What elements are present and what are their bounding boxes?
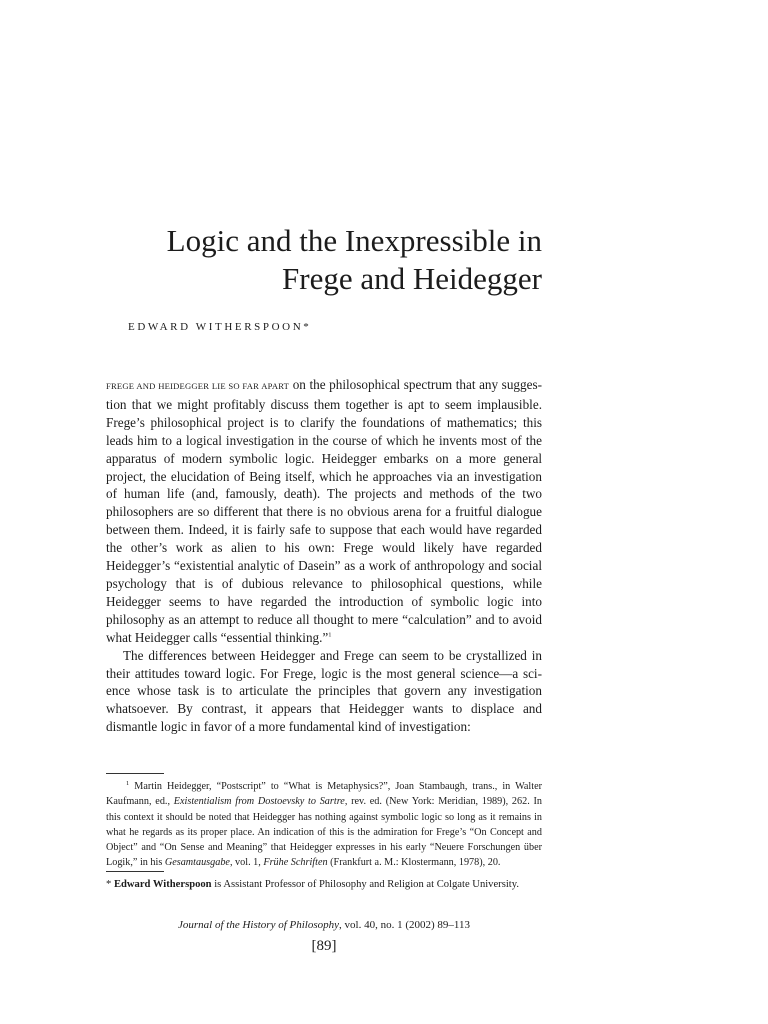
bio-author-name: Edward Witherspoon: [113, 879, 212, 890]
title-line-2: Frege and Heidegger: [282, 261, 542, 296]
author-byline: EDWARD WITHERSPOON*: [128, 321, 312, 333]
bio-text: is Assistant Professor of Philosophy and Religion at Colgate University.: [211, 879, 519, 890]
footnote-text-3: , vol. 1,: [229, 857, 264, 869]
paragraph-1-text: on the philosophical spectrum that any suggestion that we might profitably discuss them together is apt to seem implausible. Frege’s philosophical project is to clarify the foundations of mathematics; this leads him to a logical investigation in the course of which he invents most of the apparatus of modern symbolic logic. Heidegger embarks on a more general project, the elucidation of Being itself, which he approaches via an investigation of human life (and, famously, death). The projects and methods of the two philosophers are so different that there is no obvious arena for a fruitful dialogue between them. Indeed, it is fairly safe to suppose that each would have regarded the other’s work as alien to his own: Frege would likely have regarded Heidegger’s “existential analytic of Dasein” as a work of anthropology and social psychology that is of dubious relevance to philosophical questions, while Heidegger seems to have regarded the introduction of symbolic logic into philosophy as an attempt to reduce all thought to mere “calculation” and to avoid what Heidegger calls “essential thinking.”: [106, 377, 542, 645]
journal-details: , vol. 40, no. 1 (2002) 89–113: [339, 919, 470, 931]
footnote-reference: 1: [328, 631, 332, 639]
bio-asterisk: *: [106, 879, 114, 890]
footnote-text-2: , rev. ed. (New York: Meridian, 1989), 262. In this context it should be noted that Heidegger has nothing against symbolic logic so long as it remains in what he regards as its proper place. An indication of this is the admiration for Frege’s “On Concept and Object” and “On Sense and Meaning” that Heidegger expresses in his early “Neuere Forschungen über Logik,” in his: [106, 796, 542, 869]
footnote-text-1: Martin Heidegger, “Postscript” to “What is Metaphysics?”, Joan Stambaugh, trans., in Walter Kaufmann, ed.,: [106, 781, 542, 808]
title-line-1: Logic and the Inexpressible in: [166, 223, 542, 258]
bio-rule: [106, 871, 164, 872]
paragraph-2: The differences between Heidegger and Frege can seem to be crystallized in their attitudes toward logic. For Frege, logic is the most general science—a science whose task is to articulate the principles that govern any investigation whatsoever. By contrast, it appears that Heidegger wants to displace and dismantle logic in favor of a more fundamental kind of investigation:: [106, 647, 542, 735]
page-number: [89]: [311, 938, 337, 954]
journal-name: Journal of the History of Philosophy: [178, 919, 340, 931]
footnote-book-title-1: Existentialism from Dostoevsky to Sartre: [173, 796, 345, 808]
author-bio: [106, 877, 542, 893]
footnote-book-title-3: Frühe Schriften: [263, 857, 328, 869]
journal-citation: [106, 919, 542, 931]
paragraph-1: [106, 376, 542, 647]
footnote-number: 1: [126, 779, 130, 787]
opening-smallcaps: FREGE AND HEIDEGGER LIE SO FAR APART: [106, 381, 290, 391]
footnote: [106, 779, 542, 871]
body-text: [106, 376, 542, 736]
article-title: [100, 222, 542, 298]
footnote-text-4: (Frankfurt a. M.: Klostermann, 1978), 20.: [327, 857, 501, 869]
footnote-book-title-2: Gesamtausgabe: [164, 857, 230, 869]
footnote-rule: [106, 773, 164, 774]
